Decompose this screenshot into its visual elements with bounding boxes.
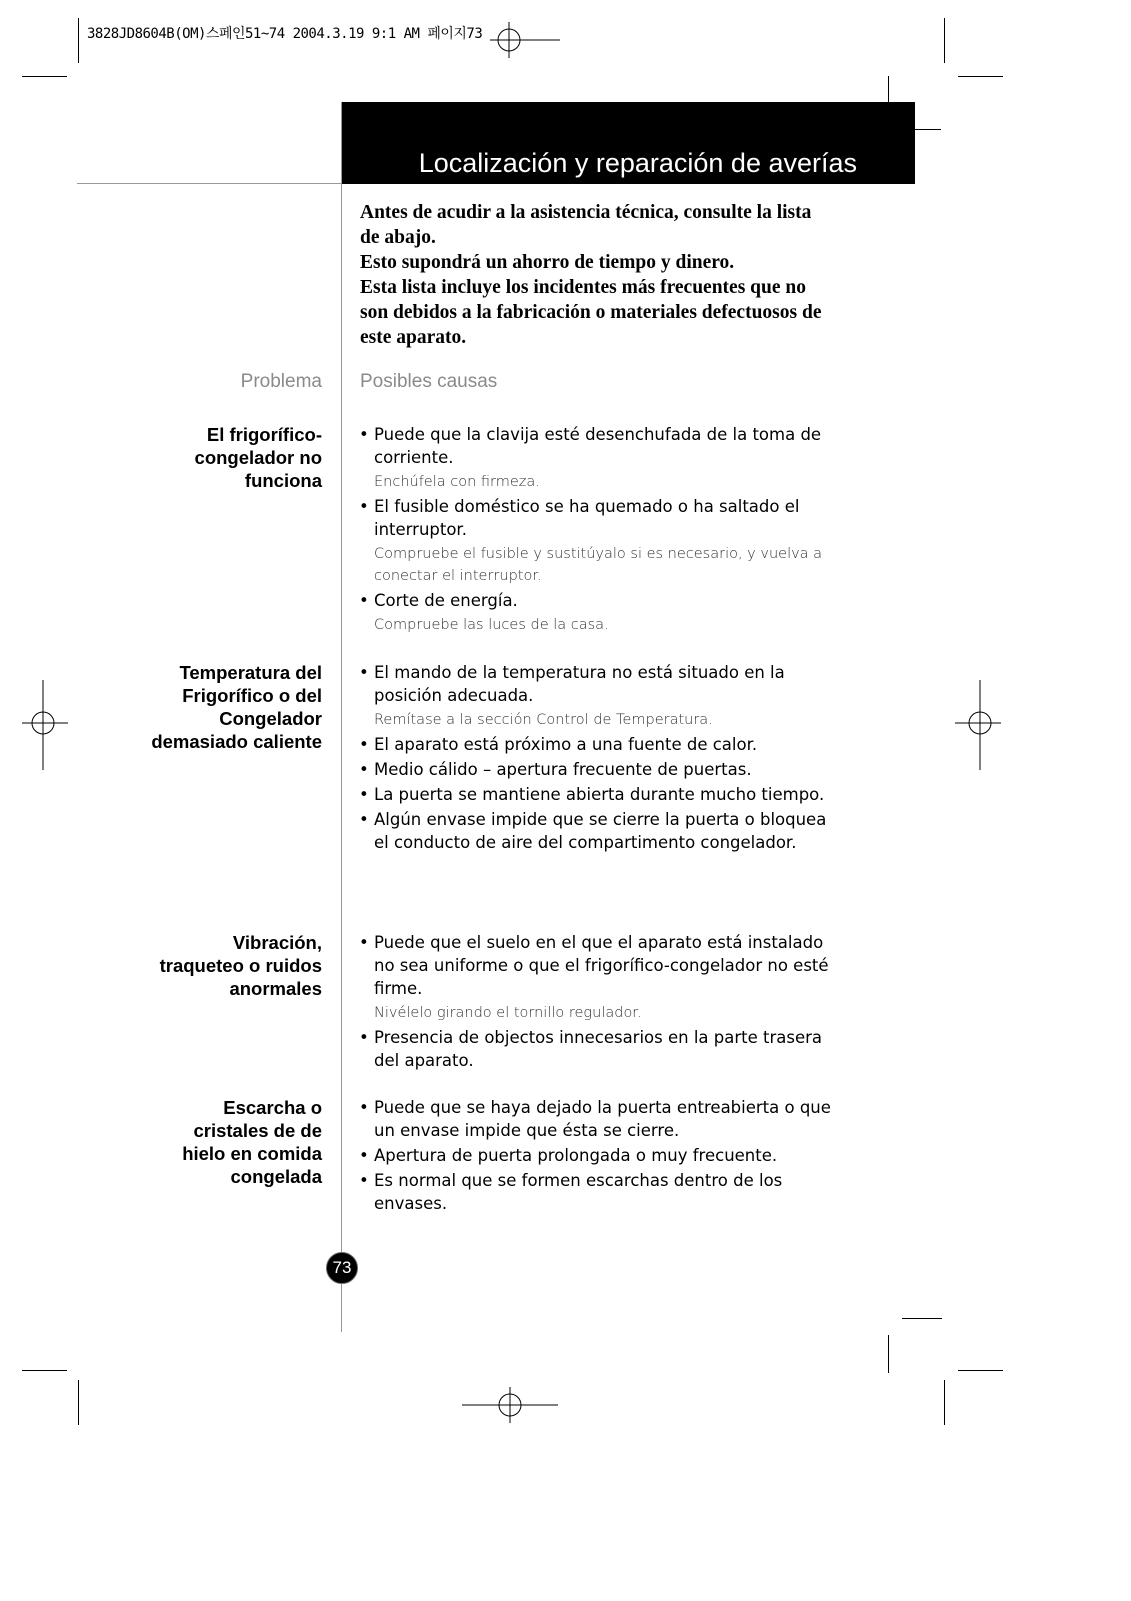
cause-item (359, 758, 839, 781)
remedy-text: Nivélelo girando el tornillo regulador. (374, 1005, 642, 1021)
cause-item (359, 1169, 839, 1215)
remedy-text: Remítase a la sección Control de Temperatura. (374, 712, 713, 728)
registration-mark-left (22, 680, 68, 770)
intro-paragraph: Esta lista incluye los incidentes más frecuentes que no son debidos a la fabricación o materiales defectuosos de este aparato. (360, 277, 822, 348)
cause-text: Puede que la clavija esté desenchufada de la toma de corriente. (374, 425, 822, 467)
cause-text: Puede que se haya dejado la puerta entreabierta o que un envase impide que ésta se cierre. (374, 1098, 831, 1140)
cause-text: Apertura de puerta prolongada o muy frecuente. (374, 1146, 778, 1165)
problem-label: Vibración, traqueteo o ruidos anormales (159, 932, 322, 999)
remedy-text: Compruebe las luces de la casa. (374, 617, 609, 633)
causes-list (359, 1096, 839, 1217)
title-banner (341, 102, 915, 184)
crop-mark (944, 18, 945, 63)
cause-item (359, 423, 839, 469)
causes-list (359, 661, 839, 856)
bullet-icon: • (359, 785, 369, 804)
header-rule (77, 183, 341, 184)
intro-paragraph: Antes de acudir a la asistencia técnica, consulte la lista de abajo. (360, 202, 812, 248)
crop-mark (888, 1335, 889, 1373)
bullet-icon: • (359, 425, 369, 444)
bullet-icon: • (359, 1146, 369, 1165)
cause-text: Presencia de objectos innecesarios en la parte trasera del aparato. (374, 1028, 823, 1070)
remedy-text: Compruebe el fusible y sustitúyalo si es necesario, y vuelva a conectar el interruptor. (374, 546, 823, 584)
column-header-causes: Posibles causas (360, 371, 498, 392)
registration-mark-right (955, 680, 1001, 770)
bullet-icon: • (359, 663, 369, 682)
page-number: 73 (326, 1252, 358, 1284)
cause-text: Algún envase impide que se cierre la puerta o bloquea el conducto de aire del compartimento congelador. (374, 810, 827, 852)
cause-text: El aparato está próximo a una fuente de calor. (374, 735, 758, 754)
registration-mark-bottom (462, 1385, 558, 1425)
print-slug: 3828JD8604B(OM)스페인51~74 2004.3.19 9:1 AM 페이지73 (87, 26, 483, 42)
cause-text: El fusible doméstico se ha quemado o ha saltado el interruptor. (374, 497, 800, 539)
crop-mark (78, 1380, 79, 1425)
problem-label: El frigorífico- congelador no funciona (194, 424, 322, 491)
intro-paragraph: Esto supondrá un ahorro de tiempo y dinero. (360, 252, 735, 273)
cause-item (359, 931, 839, 1000)
column-divider (341, 102, 342, 1332)
cause-text: Es normal que se formen escarchas dentro de los envases. (374, 1171, 783, 1213)
bullet-icon: • (359, 933, 369, 952)
bullet-icon: • (359, 1171, 369, 1190)
cause-text: El mando de la temperatura no está situado en la posición adecuada. (374, 663, 785, 705)
causes-list (359, 931, 839, 1074)
cause-text: La puerta se mantiene abierta durante mucho tiempo. (374, 785, 825, 804)
cause-text: Medio cálido – apertura frecuente de puertas. (374, 760, 752, 779)
cause-item (359, 495, 839, 541)
bullet-icon: • (359, 591, 369, 610)
crop-mark (888, 76, 889, 102)
problem-label: Escarcha o cristales de de hielo en comida congelada (182, 1097, 322, 1187)
cause-item (359, 733, 839, 756)
bullet-icon: • (359, 735, 369, 754)
crop-mark (22, 1370, 67, 1371)
bullet-icon: • (359, 1028, 369, 1047)
crop-mark (902, 1318, 942, 1319)
cause-item (359, 589, 839, 612)
cause-item (359, 1096, 839, 1142)
crop-mark (915, 129, 941, 130)
crop-mark (958, 1370, 1003, 1371)
cause-item (359, 1144, 839, 1167)
cause-text: Corte de energía. (374, 591, 518, 610)
page-title: Localización y reparación de averías (418, 148, 857, 178)
bullet-icon: • (359, 497, 369, 516)
crop-mark (944, 1380, 945, 1425)
cause-item (359, 661, 839, 707)
cause-item (359, 783, 839, 806)
crop-mark (22, 76, 67, 77)
cause-text: Puede que el suelo en el que el aparato está instalado no sea uniforme o que el frigorífico-congelador no esté firme. (374, 933, 829, 998)
bullet-icon: • (359, 1098, 369, 1117)
crop-mark (78, 18, 79, 63)
registration-mark-top (490, 20, 560, 60)
remedy-text: Enchúfela con firmeza. (374, 474, 540, 490)
problem-label: Temperatura del Frigorífico o del Congelador demasiado caliente (151, 662, 322, 752)
cause-item (359, 808, 839, 854)
crop-mark (958, 76, 1003, 77)
column-header-problem: Problema (240, 371, 322, 392)
bullet-icon: • (359, 810, 369, 829)
intro-text (360, 200, 830, 350)
cause-item (359, 1026, 839, 1072)
causes-list (359, 423, 839, 638)
bullet-icon: • (359, 760, 369, 779)
